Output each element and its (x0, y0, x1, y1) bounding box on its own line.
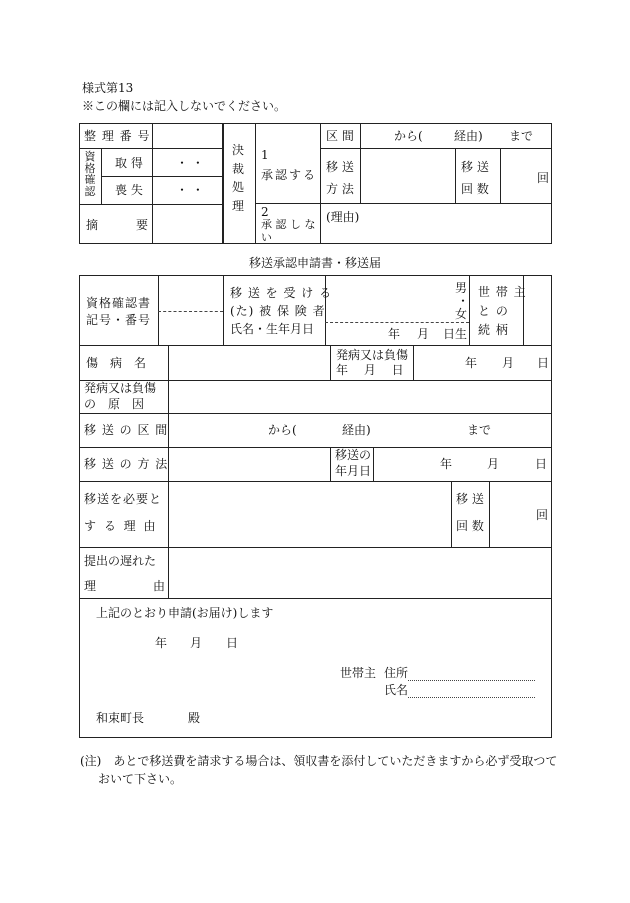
onset-day-label: 日 (537, 356, 550, 370)
form-title: 移送承認申請書・移送届 (248, 256, 381, 270)
declaration-text: 上記のとおり申請(お届け)します (96, 606, 274, 620)
tekiyo-label-2: 要 (136, 218, 149, 232)
transfer-count-label-1: 移 送 (456, 492, 484, 506)
declaration-month-label: 月 (190, 636, 203, 650)
late-reason-label-1: 提出の遅れた (84, 554, 157, 568)
declaration-year-label: 年 (155, 636, 168, 650)
applicant-label: 世帯主 (340, 666, 377, 680)
transfer-made: まで (467, 423, 492, 437)
shutoku-label: 取 得 (115, 156, 143, 170)
late-reason-label-3: 由 (153, 579, 166, 593)
kukan-keiyu: 経由) (454, 129, 483, 143)
onset-month-label: 月 (502, 356, 515, 370)
birth-day-label: 日生 (443, 327, 468, 341)
transfer-kara: から( (268, 423, 297, 437)
cause-label-1: 発病又は負傷 (84, 381, 157, 395)
deny-label-1: 承 認 し な (261, 218, 316, 231)
transfer-month-label: 月 (487, 457, 500, 471)
transfer-method-label: 移 送 の 方 法 (84, 457, 169, 471)
kukan-kara: から( (394, 129, 423, 143)
riyu-label: (理由) (326, 210, 360, 224)
gender-male: 男 (455, 281, 468, 295)
kukan-made: まで (509, 129, 534, 143)
shikaku-kakunin-label: 資格確認 (84, 150, 96, 198)
isou-houhou-label-1: 移 送 (326, 160, 354, 174)
birth-month-label: 月 (417, 327, 430, 341)
dono-label: 殿 (188, 711, 201, 725)
transfer-date-label-2: 年月日 (335, 464, 372, 478)
late-reason-label-2: 理 (84, 579, 97, 593)
footnote-line-2: おいて下さい。 (98, 772, 183, 786)
kessai-shori-label: 決裁処理 (231, 143, 244, 213)
tekiyo-label-1: 摘 (86, 218, 99, 232)
shobyo-label: 傷 病 名 (86, 356, 147, 370)
address-label: 住所 (384, 666, 409, 680)
deny-number: 2 (261, 205, 269, 219)
transfer-day-label: 日 (535, 457, 548, 471)
birth-year-label: 年 (388, 327, 401, 341)
transfer-keiyu: 経由) (342, 423, 371, 437)
name-label: 氏名 (384, 683, 409, 697)
household-head-label-2: と の (478, 304, 509, 318)
approve-label: 承認する (261, 168, 318, 182)
shutoku-date-dots: ・ ・ (176, 156, 204, 170)
soushitsu-label: 喪 失 (115, 183, 143, 197)
onset-date-label-1: 発病又は負傷 (336, 348, 409, 362)
household-head-label-3: 続 柄 (478, 323, 509, 337)
office-use-notice: ※この欄には記入しないでください。 (82, 99, 287, 113)
gender-dot: ・ (457, 294, 470, 308)
patient-label-1: 移 送 を 受 け る (230, 286, 333, 300)
patient-label-2: (た) 被 保 険 者 (230, 304, 326, 318)
onset-year-label: 年 (465, 356, 478, 370)
mayor-label: 和束町長 (96, 711, 145, 725)
isou-kaisu-label-2: 回 数 (461, 182, 489, 196)
address-line (408, 680, 535, 681)
form-number: 様式第13 (82, 81, 134, 95)
name-line (408, 697, 535, 698)
isou-houhou-label-2: 方 法 (326, 182, 354, 196)
approve-number: 1 (261, 148, 269, 162)
onset-date-label-2: 年 月 日 (336, 363, 404, 377)
kukan-label: 区 間 (326, 129, 354, 143)
transfer-count-label-2: 回 数 (456, 519, 484, 533)
shikaku-kakunin-sho-label-2: 記号・番号 (86, 313, 152, 327)
transfer-section-label: 移 送 の 区 間 (84, 423, 169, 437)
transfer-date-label-1: 移送の (335, 448, 372, 462)
reason-label-1: 移送を必要と (84, 492, 163, 506)
seiri-bango-label: 整 理 番 号 (84, 129, 151, 143)
footnote-line-1: (注) あとで移送費を請求する場合は、領収書を添付していただきますから必ず受取つて (80, 754, 558, 768)
shikaku-kakunin-sho-label-1: 資格確認書 (86, 296, 152, 310)
household-head-label-1: 世 帯 主 (478, 285, 527, 299)
cause-label-2: の 原 因 (84, 397, 145, 411)
isou-kai-unit: 回 (537, 171, 550, 185)
declaration-day-label: 日 (226, 636, 239, 650)
gender-female: 女 (455, 307, 468, 321)
transfer-year-label: 年 (440, 457, 453, 471)
patient-label-3: 氏名・生年月日 (230, 322, 315, 336)
isou-kaisu-label-1: 移 送 (461, 160, 489, 174)
reason-label-2: す る 理 由 (84, 519, 158, 533)
soushitsu-date-dots: ・ ・ (176, 183, 204, 197)
deny-label-2: い (261, 231, 272, 244)
transfer-count-unit: 回 (536, 508, 549, 522)
